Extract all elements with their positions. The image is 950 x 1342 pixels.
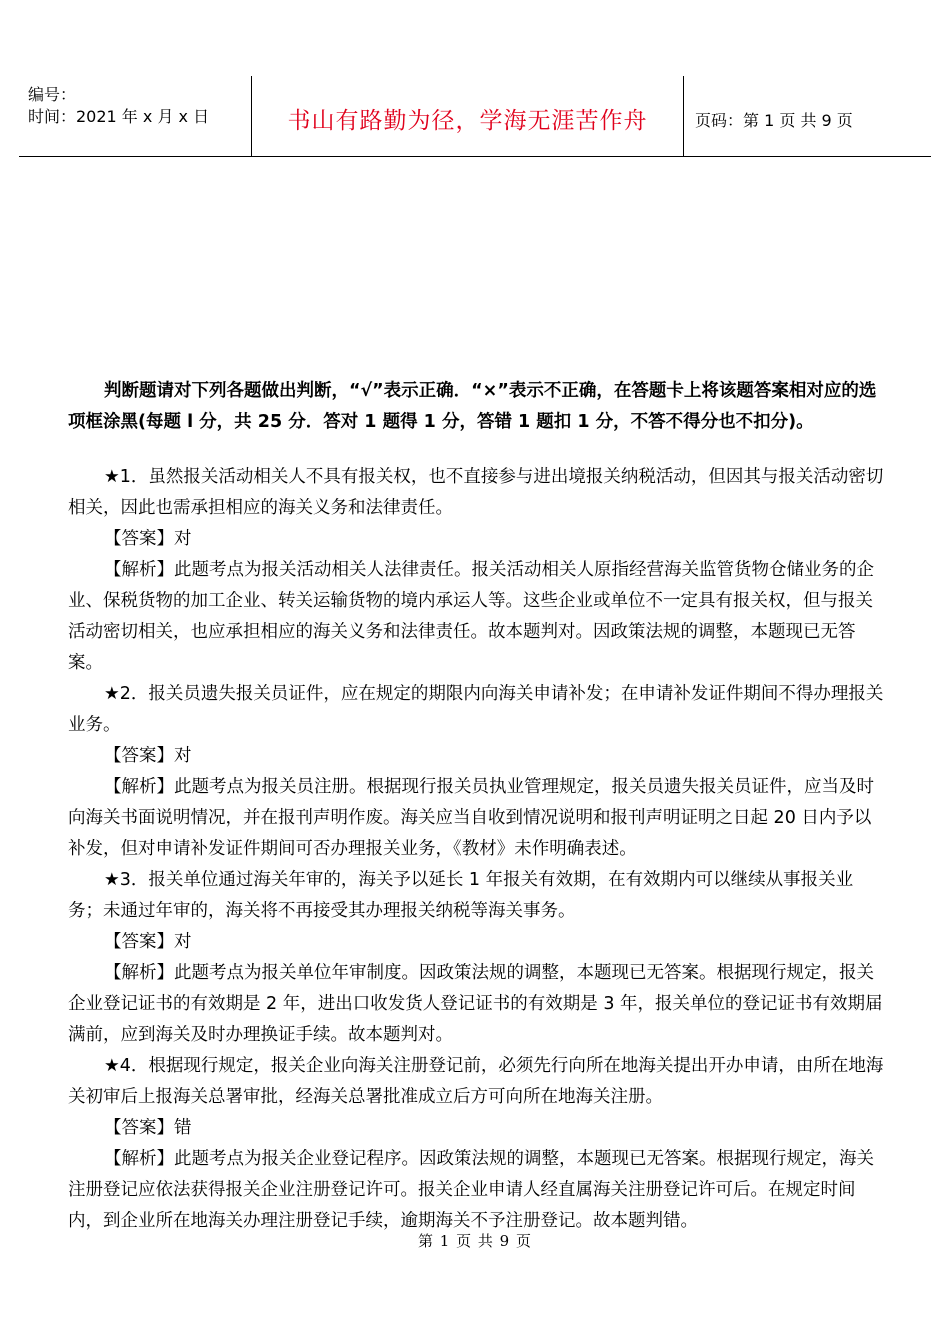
page-header (19, 76, 931, 157)
answer-text: 【答案】对 (104, 746, 192, 766)
document-body (68, 376, 885, 1237)
instructions-paragraph: 判断题请对下列各题做出判断，“√”表示正确．“×”表示不正确，在答题卡上将该题答案相对应的选项框涂黑(每题 l 分，共 25 分．答对 1 题得 1 分，答错 1 题扣 1 分，不答不得分也不扣分)。 (68, 381, 877, 432)
question-list (68, 462, 885, 1237)
question-text: ★1．虽然报关活动相关人不具有报关权，也不直接参与进出境报关纳税活动，但因其与报关活动密切相关，因此也需承担相应的海关义务和法律责任。 (68, 467, 884, 518)
analysis-text: 【解析】此题考点为报关活动相关人法律责任。报关活动相关人原指经营海关监管货物仓储业务的企业、保税货物的加工企业、转关运输货物的境内承运人等。这些企业或单位不一定具有报关权，但与报关活动密切相关，也应承担相应的海关义务和法律责任。故本题判对。因政策法规的调整，本题现已无答案。 (68, 560, 874, 673)
header-page-cell (683, 76, 931, 156)
answer-text: 【答案】错 (104, 1118, 192, 1138)
answer-text: 【答案】对 (104, 932, 192, 952)
question-item (68, 679, 885, 865)
question-text: ★3．报关单位通过海关年审的，海关予以延长 1 年报关有效期，在有效期内可以继续从事报关业务；未通过年审的，海关将不再接受其办理报关纳税等海关事务。 (68, 870, 854, 921)
header-motto-cell (251, 76, 684, 156)
question-item (68, 1051, 885, 1237)
serial-number-label: 编号： (28, 85, 77, 104)
answer-text: 【答案】对 (104, 529, 192, 549)
page-footer: 第 1 页 共 9 页 (418, 1232, 532, 1250)
question-item (68, 462, 885, 679)
analysis-text: 【解析】此题考点为报关单位年审制度。因政策法规的调整，本题现已无答案。根据现行规定，报关企业登记证书的有效期是 2 年，进出口收发货人登记证书的有效期是 3 年，报关单位的登记证书有效期届满前，应到海关及时办理换证手续。故本题判对。 (68, 963, 883, 1045)
header-motto: 书山有路勤为径，学海无涯苦作舟 (287, 108, 648, 134)
question-text: ★4．根据现行规定，报关企业向海关注册登记前，必须先行向所在地海关提出开办申请，由所在地海关初审后上报海关总署审批，经海关总署批准成立后方可向所在地海关注册。 (68, 1056, 884, 1107)
question-text: ★2．报关员遗失报关员证件，应在规定的期限内向海关申请补发；在申请补发证件期间不得办理报关业务。 (68, 684, 884, 735)
analysis-text: 【解析】此题考点为报关员注册。根据现行报关员执业管理规定，报关员遗失报关员证件，应当及时向海关书面说明情况，并在报刊声明作废。海关应当自收到情况说明和报刊声明证明之日起 20 日内予以补发，但对申请补发证件期间可否办理报关业务，《教材》未作明确表述。 (68, 777, 874, 859)
analysis-text: 【解析】此题考点为报关企业登记程序。因政策法规的调整，本题现已无答案。根据现行规定，海关注册登记应依法获得报关企业注册登记许可。报关企业申请人经直属海关注册登记许可后。在规定时间内，到企业所在地海关办理注册登记手续，逾期海关不予注册登记。故本题判错。 (68, 1149, 874, 1231)
header-meta-cell (19, 76, 251, 156)
header-page-number: 页码：第 1 页 共 9 页 (695, 111, 853, 130)
question-item (68, 865, 885, 1051)
date-label: 时间：2021 年 x 月 x 日 (28, 107, 210, 126)
